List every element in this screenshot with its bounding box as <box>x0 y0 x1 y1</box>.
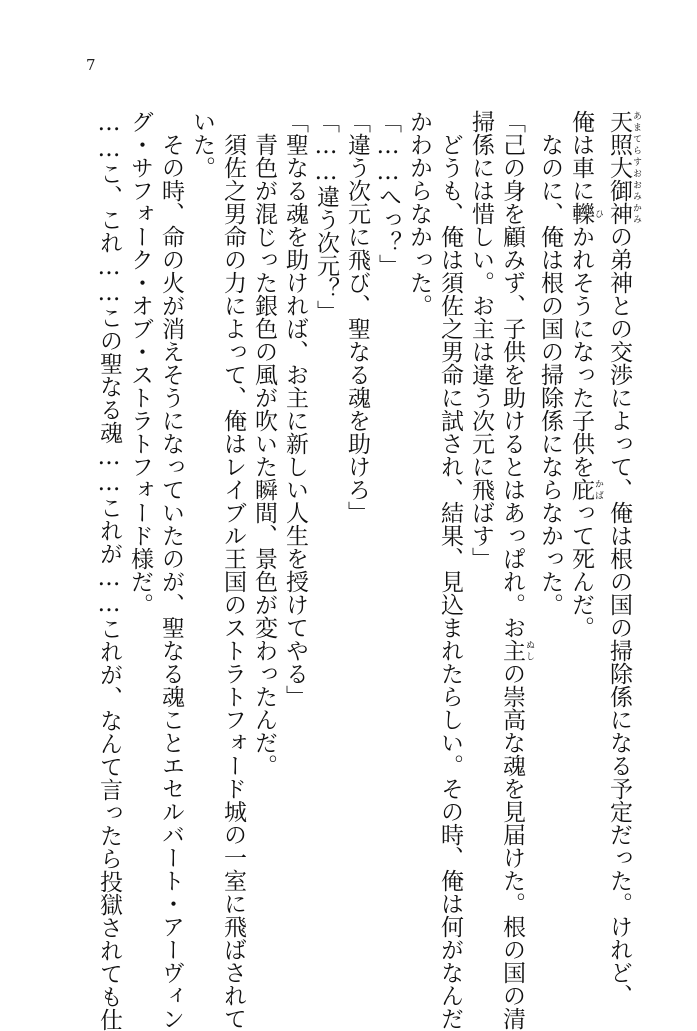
text-line: 俺は車に轢 ひかれそうになった子供を庇 かばって死んだ。 <box>568 110 603 639</box>
text-line: 「……違う次元？」 <box>313 110 339 323</box>
text-line: いた。 <box>189 110 215 179</box>
text-line: ……こ、これ……この聖なる魂……これが……これが、なんて言ったら投獄されても仕 <box>96 110 122 1031</box>
ruby-word: 轢 ひ <box>568 202 603 225</box>
text-line: 掃係には惜しい。お主は違う次元に飛ばす」 <box>468 110 494 570</box>
ruby-word: 庇 かば <box>568 478 603 501</box>
text-line: 青色が混じった銀色の風が吹いた瞬間、景色が変わったんだ。 <box>251 110 277 777</box>
text-line: 「聖なる魂を助ければ、お主に新しい人生を授けてやる」 <box>282 110 308 708</box>
text-line: なのに、俺は根の国の掃除係にならなかった。 <box>537 110 563 616</box>
text-line: 「違う次元に飛び、聖なる魂を助けろ」 <box>344 110 370 524</box>
text-line: どうも、俺は須佐之男命に試され、結果、見込まれたらしい。その時、俺は何がなんだ <box>437 110 463 1030</box>
text-line: 「……へっ？」 <box>375 110 401 277</box>
ruby-word: 主 ぬし <box>499 639 534 662</box>
page-number: 7 <box>86 56 96 74</box>
text-line: グ・サフォーク・オブ・ストラトフォード様だ。 <box>127 110 153 616</box>
ruby-word: 天照大御神 あまてらすおおみかみ <box>606 110 641 225</box>
text-line: 「己の身を顧みず、子供を助けるとはあっぱれ。お主 ぬしの崇高な魂を見届けた。根の国の清 <box>499 110 534 1030</box>
text-line: 天照大御神 あまてらすおおみかみの弟神との交渉によって、俺は根の国の掃除係になる予定だった。けれど、 <box>606 110 641 1007</box>
body-text <box>93 110 641 1031</box>
text-line: その時、命の火が消えそうになっていたのが、聖なる魂ことエセルバート・アーヴィン <box>158 110 184 1030</box>
text-line: 須佐之男命の力によって、俺はレイブル王国のストラトフォード城の一室に飛ばされて <box>220 110 246 1030</box>
text-line: かわからなかった。 <box>406 110 432 317</box>
